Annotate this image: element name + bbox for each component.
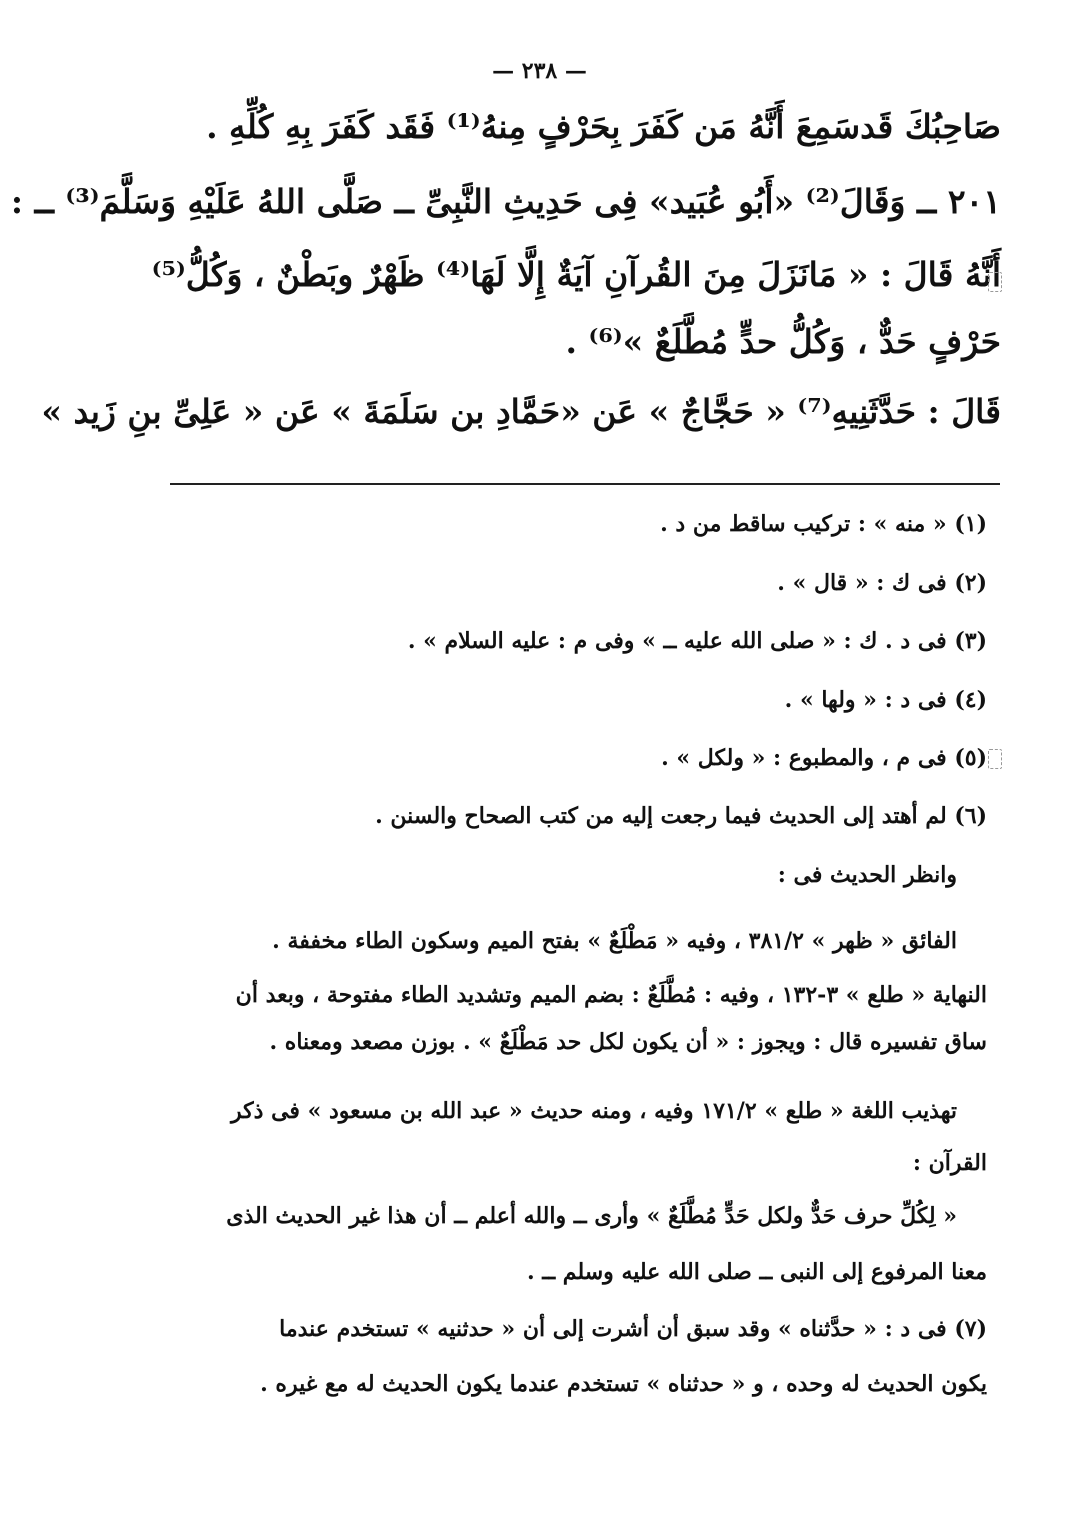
main-text-line-1: صَاحِبُكَ قَدسَمِعَ أَنَّهُ مَن كَفَرَ بِحَرْفٍ مِنهُ⁽¹⁾ فَقَد كَفَرَ بِهِ كُلِّهِ .	[206, 107, 1001, 146]
margin-mark	[988, 749, 1002, 769]
footnote-separator	[170, 483, 1000, 485]
footnote-6-tahdhib: تهذيب اللغة « طلع » ١٧١/٢ وفيه ، ومنه حديث « عبد الله بن مسعود » فى ذكر	[231, 1098, 957, 1124]
footnote-4: (٤) فى د : « ولها » .	[784, 687, 987, 713]
footnote-7: (٧) فى د : « حدَّثناه » وقد سبق أن أشرت إلى أن « حدثنيه » تستخدم عندما	[279, 1316, 987, 1342]
main-text-line-5: قَالَ : حَدَّثَنِيهِ⁽⁷⁾ « حَجَّاجٌ » عَن «حَمَّادِ بن سَلَمَةَ » عَن « عَلِىِّ بنِ زَيد »	[41, 392, 1001, 431]
footnote-6-tahdhib-cont: القرآن :	[912, 1150, 987, 1176]
footnote-1: (١) « منه » : تركيب ساقط من د .	[660, 511, 987, 537]
footnote-2: (٢) فى ك : « قال » .	[777, 570, 987, 596]
main-text-line-4: حَرْفٍ حَدٌّ ، وَكُلُّ حدٍّ مُطَّلَعٌ »⁽⁶⁾ .	[565, 322, 1001, 361]
footnote-7-cont: يكون الحديث له وحده ، و « حدثناه » تستخدم عندما يكون الحديث له مع غيره .	[260, 1371, 987, 1397]
footnote-6-hadith: « لِكُلِّ حرف حَدٌّ ولكل حَدٍّ مُطَّلَعٌ » وأرى ــ والله أعلم ــ أن هذا غير الحديث الذى	[226, 1203, 957, 1229]
footnote-6-nihaya-cont: ساق تفسيره قال : ويجوز : « أن يكون لكل حد مَطْلَعٌ » . بوزن مصعد ومعناه .	[269, 1029, 987, 1055]
footnote-6-faiq: الفائق « ظهر » ٣٨١/٢ ، وفيه « مَطْلَعٌ » بفتح الميم وسكون الطاء مخففة .	[272, 928, 957, 954]
footnote-5: (٥) فى م ، والمطبوع : « ولكل » .	[661, 745, 987, 771]
footnote-6-nihaya: النهاية « طلع » ٣-١٣٢ ، وفيه : مُطَّلَعٌ : بضم الميم وتشديد الطاء مفتوحة ، وبعد أن	[235, 982, 987, 1008]
footnote-6: (٦) لم أهتد إلى الحديث فيما رجعت إليه من كتب الصحاح والسنن .	[375, 803, 987, 829]
footnote-6-hadith-cont: معنا المرفوع إلى النبى ــ صلى الله عليه وسلم ــ .	[526, 1259, 987, 1285]
footnote-6-see-also: وانظر الحديث فى :	[777, 862, 957, 888]
margin-mark	[988, 272, 1002, 292]
page-number: — ٢٣٨ —	[492, 58, 587, 84]
footnote-3: (٣) فى د . ك : « صلى الله عليه ــ » وفى م : عليه السلام » .	[407, 628, 987, 654]
main-text-line-2: ٢٠١ ــ وَقَالَ⁽²⁾ «أَبُو عُبَيد» فِى حَدِيثِ النَّبِىِّ ــ صَلَّى اللهُ عَلَيْهِ وَسَلَّمَ⁽³⁾ ــ :	[10, 182, 1001, 221]
main-text-line-3: أَنَّهُ قَالَ : « مَانَزَلَ مِنَ القُرآنِ آيَةٌ إِلَّا لَهَا⁽⁴⁾ ظَهْرٌ وبَطْنٌ ، وَكُلُّ⁽⁵⁾	[151, 255, 1001, 294]
